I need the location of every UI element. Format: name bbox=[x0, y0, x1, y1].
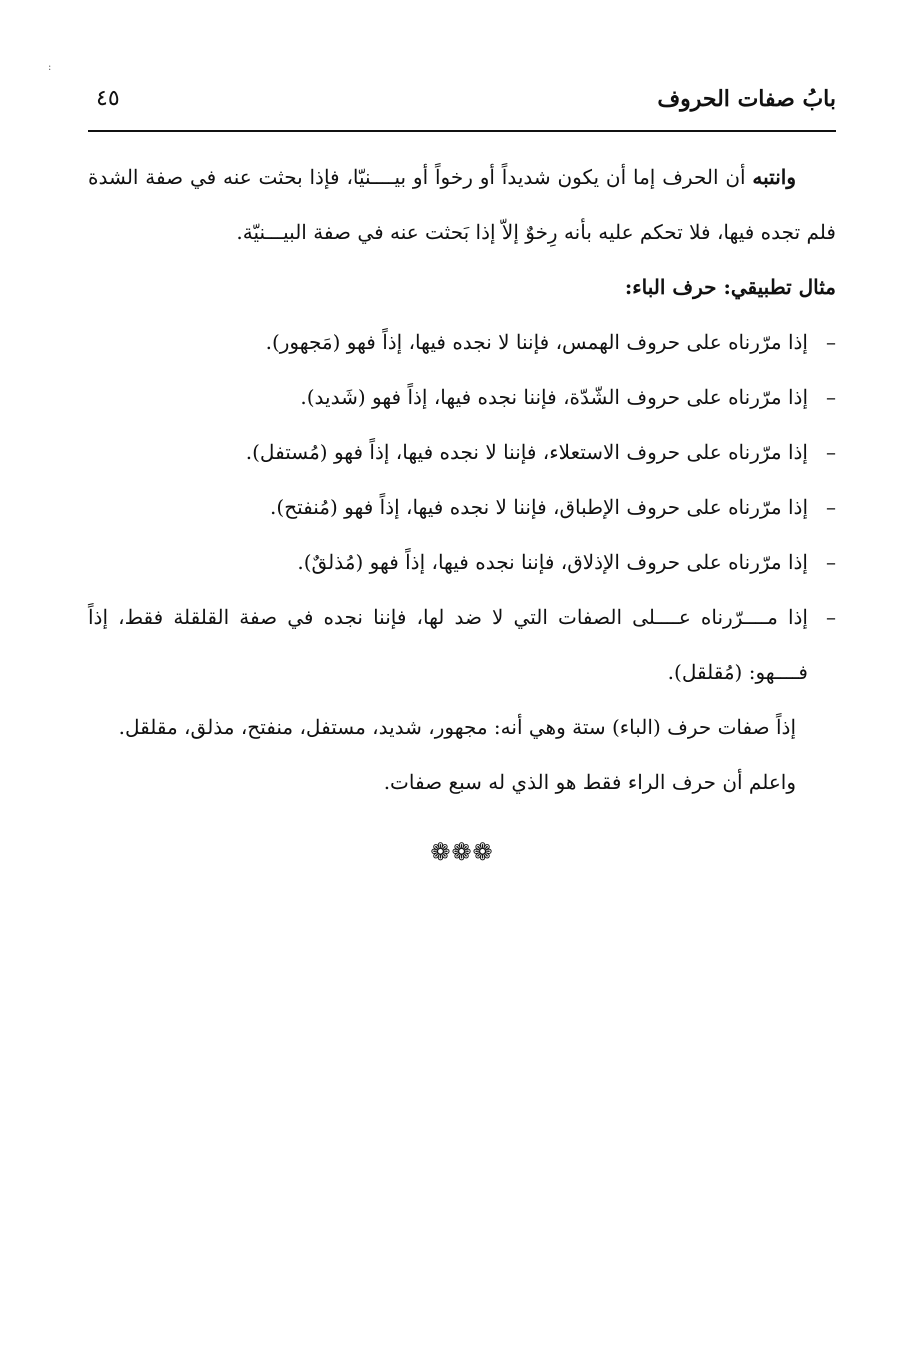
list-item-text: إذا مرّرناه على حروف الإطباق، فإننا لا نجده فيها، إذاً فهو (مُنفتح). bbox=[270, 495, 808, 519]
dash-marker: – bbox=[826, 550, 836, 574]
list-item bbox=[88, 590, 836, 700]
margin-mark: : bbox=[48, 62, 52, 73]
list-item-text: إذا مرّرناه على حروف الإذلاق، فإننا نجده فيها، إذاً فهو (مُذلقٌ). bbox=[297, 550, 808, 574]
ornament-divider: ❁❁❁ bbox=[430, 838, 494, 866]
list-item bbox=[88, 480, 836, 535]
closing-paragraph: واعلم أن حرف الراء فقط هو الذي له سبع صفات. bbox=[383, 770, 796, 794]
intro-text: أن الحرف إما أن يكون شديداً أو رخواً أو بيــــنيّا، فإذا بحثت عنه في صفة الشدة فلم تجده فيها، فلا تحكم عليه بأنه رِخوٌ إلاّ إذا بَحثت عنه في صفة البيـــنيّة. bbox=[88, 165, 836, 244]
summary-paragraph: إذاً صفات حرف (الباء) ستة وهي أنه: مجهور، شديد، مستفل، منفتح، مذلق، مقلقل. bbox=[118, 715, 796, 739]
example-heading: مثال تطبيقي: حرف الباء: bbox=[624, 275, 836, 299]
dash-marker: – bbox=[826, 330, 836, 354]
list-item bbox=[88, 535, 836, 590]
example-list bbox=[88, 315, 836, 700]
list-item bbox=[88, 370, 836, 425]
list-item-text: إذا مــــرّرناه عــــلى الصفات التي لا ضد لها، فإننا نجده في صفة القلقلة فقط، إذاً فــــهو: (مُقلقل). bbox=[88, 605, 808, 684]
header-rule bbox=[88, 130, 836, 132]
intro-lead-word: وانتبه bbox=[752, 165, 796, 189]
dash-marker: – bbox=[826, 385, 836, 409]
dash-marker: – bbox=[826, 440, 836, 464]
list-item bbox=[88, 425, 836, 480]
intro-paragraph bbox=[88, 150, 836, 260]
list-item bbox=[88, 315, 836, 370]
page-body bbox=[88, 150, 836, 872]
list-item-text: إذا مرّرناه على حروف الاستعلاء، فإننا لا نجده فيها، إذاً فهو (مُستفل). bbox=[245, 440, 808, 464]
dash-marker: – bbox=[826, 495, 836, 519]
page-header bbox=[88, 82, 836, 122]
chapter-title: بابُ صفات الحروف bbox=[657, 86, 836, 112]
page-number: ٤٥ bbox=[96, 86, 120, 111]
list-item-text: إذا مرّرناه على حروف الشّدّة، فإننا نجده فيها، إذاً فهو (شَديد). bbox=[300, 385, 808, 409]
list-item-text: إذا مرّرناه على حروف الهمس، فإننا لا نجده فيها، إذاً فهو (مَجهور). bbox=[265, 330, 808, 354]
dash-marker: – bbox=[826, 605, 836, 629]
